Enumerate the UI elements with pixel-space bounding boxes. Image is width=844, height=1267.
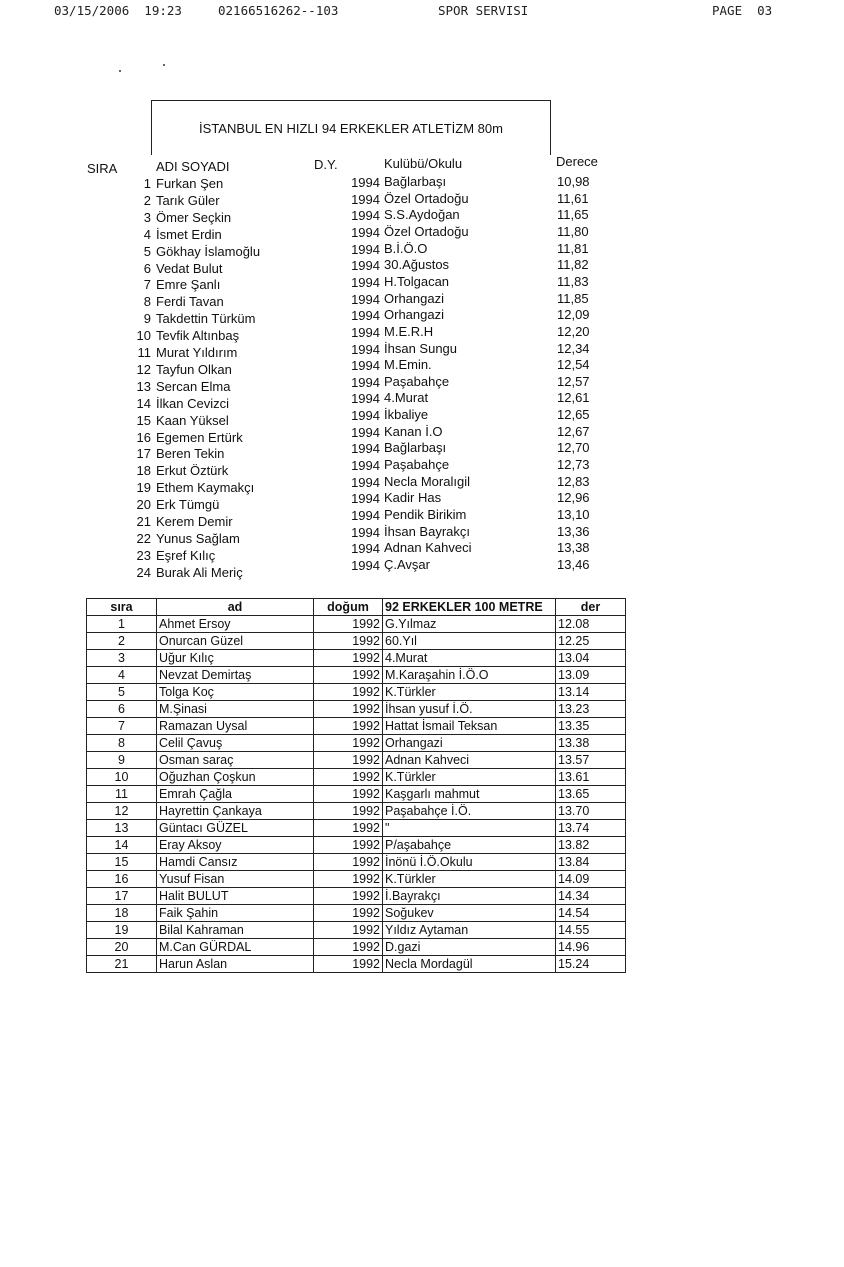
section1-row-birth-year: 1994 — [351, 374, 380, 390]
section1-row-birth-year: 1994 — [351, 408, 380, 424]
section1-row-rank: 6 — [143, 260, 151, 276]
athlete-name-cell: Nevzat Demirtaş — [157, 667, 314, 684]
section1-row-athlete-name: Ömer Seçkin — [156, 209, 232, 225]
section1-row-club-name: Orhangazi — [384, 307, 444, 323]
club-cell: İnönü İ.Ö.Okulu — [383, 854, 556, 871]
table-row — [87, 752, 626, 769]
section1-row-rank: 2 — [143, 192, 151, 208]
score-cell: 13.09 — [556, 667, 626, 684]
section1-row-club-name: Bağlarbaşı — [384, 440, 447, 456]
section1-row-rank: 23 — [136, 547, 151, 563]
birth-year-cell: 1992 — [314, 752, 383, 769]
table-row — [87, 718, 626, 735]
section1-row-birth-year: 1994 — [351, 424, 380, 440]
athlete-name-cell: M.Can GÜRDAL — [157, 939, 314, 956]
section1-row-score: 11,83 — [557, 273, 589, 289]
section1-row-rank: 15 — [136, 412, 151, 428]
section1-row-rank: 14 — [136, 395, 151, 411]
section1-row-club-name: H.Tolgacan — [384, 273, 450, 289]
section1-row-birth-year: 1994 — [351, 474, 380, 490]
table-row — [87, 633, 626, 650]
section1-row-athlete-name: Egemen Ertürk — [156, 429, 243, 445]
club-cell: P/aşabahçe — [383, 837, 556, 854]
club-cell: Yıldız Aytaman — [383, 922, 556, 939]
score-cell: 13.82 — [556, 837, 626, 854]
score-cell: 14.54 — [556, 905, 626, 922]
club-cell: Necla Mordagül — [383, 956, 556, 973]
club-cell: M.Karaşahin İ.Ö.O — [383, 667, 556, 684]
score-cell: 13.61 — [556, 769, 626, 786]
section1-row-rank: 7 — [143, 277, 151, 293]
section1-row-score: 11,61 — [557, 190, 589, 206]
section1-row-rank: 17 — [136, 446, 151, 462]
section1-row-rank: 9 — [143, 311, 151, 327]
athlete-name-cell: Faik Şahin — [157, 905, 314, 922]
athlete-name-cell: Güntacı GÜZEL — [157, 820, 314, 837]
fax-phone: 02166516262--103 — [218, 3, 339, 18]
section1-row-birth-year: 1994 — [351, 274, 380, 290]
section1-row-club-name: Orhangazi — [384, 290, 444, 306]
rank-cell: 16 — [87, 871, 157, 888]
section1-row-club-name: 4.Murat — [384, 390, 429, 406]
club-cell: " — [383, 820, 556, 837]
club-cell: Kaşgarlı mahmut — [383, 786, 556, 803]
section1-row-rank: 3 — [143, 209, 151, 225]
section1-row-rank: 19 — [136, 480, 151, 496]
section1-row-athlete-name: Kerem Demir — [156, 514, 233, 529]
section1-row-rank: 10 — [136, 328, 151, 344]
birth-year-cell: 1992 — [314, 888, 383, 905]
section1-row-club-name: İhsan Bayrakçı — [384, 523, 470, 539]
section1-row-athlete-name: İsmet Erdin — [156, 226, 222, 242]
table-row — [87, 837, 626, 854]
athlete-name-cell: Bilal Kahraman — [157, 922, 314, 939]
club-cell: Orhangazi — [383, 735, 556, 752]
header-sira: sıra — [87, 599, 157, 616]
section1-row-score: 12,73 — [557, 457, 590, 473]
athlete-name-cell: Uğur Kılıç — [157, 650, 314, 667]
header-der: der — [556, 599, 626, 616]
section1-title-box — [151, 100, 551, 155]
section1-row-athlete-name: Burak Ali Meriç — [156, 564, 243, 580]
club-cell: Hattat İsmail Teksan — [383, 718, 556, 735]
section1-title: İSTANBUL EN HIZLI 94 ERKEKLER ATLETİZM 80m — [199, 121, 503, 136]
rank-cell: 1 — [87, 616, 157, 633]
section1-row-club-name: M.Emin. — [384, 357, 432, 373]
score-cell: 13.70 — [556, 803, 626, 820]
birth-year-cell: 1992 — [314, 837, 383, 854]
club-cell: İ.Bayrakçı — [383, 888, 556, 905]
section1-row-rank: 1 — [143, 176, 151, 191]
rank-cell: 14 — [87, 837, 157, 854]
rank-cell: 10 — [87, 769, 157, 786]
rank-cell: 11 — [87, 786, 157, 803]
section1-row-birth-year: 1994 — [351, 241, 380, 257]
athlete-name-cell: Yusuf Fisan — [157, 871, 314, 888]
section1-row-score: 13,38 — [557, 540, 590, 556]
section1-row-birth-year: 1994 — [351, 524, 380, 540]
section1-row-rank: 21 — [136, 514, 151, 529]
fax-page-number: PAGE 03 — [712, 3, 773, 18]
table-row — [87, 684, 626, 701]
section1-row-score: 12,34 — [557, 340, 590, 356]
section1-row-score: 12,54 — [557, 357, 590, 373]
athlete-name-cell: Celil Çavuş — [157, 735, 314, 752]
section1-row-athlete-name: Eşref Kılıç — [156, 547, 216, 563]
section1-row-athlete-name: Emre Şanlı — [156, 277, 221, 293]
section1-row-club-name: Pendik Birikim — [384, 507, 467, 522]
section1-row-birth-year: 1994 — [351, 191, 380, 207]
section1-row-birth-year: 1994 — [351, 491, 380, 507]
section1-row-rank: 4 — [143, 226, 151, 242]
club-cell: Paşabahçe İ.Ö. — [383, 803, 556, 820]
section1-row-score: 11,85 — [557, 290, 589, 306]
section1-row-club-name: Necla Moralıgil — [384, 473, 470, 489]
rank-cell: 12 — [87, 803, 157, 820]
section1-row-score: 12,70 — [557, 440, 590, 456]
rank-cell: 3 — [87, 650, 157, 667]
section1-row-club-name: Ç.Avşar — [384, 556, 430, 572]
section1-row-rank: 18 — [136, 463, 151, 479]
section1-row-club-name: S.S.Aydoğan — [384, 207, 460, 223]
athlete-name-cell: Harun Aslan — [157, 956, 314, 973]
section1-row-score: 11,80 — [557, 223, 589, 239]
score-cell: 12.25 — [556, 633, 626, 650]
section1-row-birth-year: 1994 — [351, 341, 380, 357]
section1-row-birth-year: 1994 — [351, 258, 380, 274]
section1-row-athlete-name: Kaan Yüksel — [156, 412, 229, 428]
club-cell: D.gazi — [383, 939, 556, 956]
rank-cell: 17 — [87, 888, 157, 905]
score-cell: 14.09 — [556, 871, 626, 888]
rank-cell: 20 — [87, 939, 157, 956]
club-cell: Adnan Kahveci — [383, 752, 556, 769]
table-row — [87, 939, 626, 956]
birth-year-cell: 1992 — [314, 650, 383, 667]
section1-row-club-name: Kanan İ.O — [384, 423, 443, 439]
section1-row-athlete-name: Yunus Sağlam — [156, 530, 240, 546]
rank-cell: 9 — [87, 752, 157, 769]
section1-row-club-name: Paşabahçe — [384, 373, 450, 389]
section1-row-club-name: M.E.R.H — [384, 323, 434, 339]
birth-year-cell: 1992 — [314, 786, 383, 803]
table-row — [87, 769, 626, 786]
section1-row-club-name: Özel Ortadoğu — [384, 223, 469, 239]
club-cell: G.Yılmaz — [383, 616, 556, 633]
header-dogum: doğum — [314, 599, 383, 616]
section1-row-score: 12,65 — [557, 407, 590, 423]
section1-row-score: 12,57 — [557, 373, 590, 389]
section1-row-club-name: Adnan Kahveci — [384, 540, 472, 556]
section1-row-club-name: 30.Ağustos — [384, 257, 450, 273]
score-cell: 13.23 — [556, 701, 626, 718]
birth-year-cell: 1992 — [314, 701, 383, 718]
section1-row-birth-year: 1994 — [351, 458, 380, 474]
birth-year-cell: 1992 — [314, 905, 383, 922]
section1-row-rank: 5 — [143, 243, 151, 259]
section1-row-club-name: İkbaliye — [384, 407, 429, 423]
score-cell: 13.57 — [556, 752, 626, 769]
score-cell: 13.38 — [556, 735, 626, 752]
section1-row-athlete-name: Beren Tekin — [156, 446, 225, 462]
birth-year-cell: 1992 — [314, 820, 383, 837]
section1-row-score: 11,65 — [557, 207, 589, 223]
rank-cell: 15 — [87, 854, 157, 871]
birth-year-cell: 1992 — [314, 735, 383, 752]
rank-cell: 18 — [87, 905, 157, 922]
table-row — [87, 616, 626, 633]
section1-row-athlete-name: Ferdi Tavan — [156, 294, 224, 310]
section1-row-score: 13,10 — [557, 507, 590, 522]
scan-speck — [163, 64, 165, 66]
section1-row-birth-year: 1994 — [351, 391, 380, 407]
score-cell: 14.55 — [556, 922, 626, 939]
table-row — [87, 871, 626, 888]
section1-row-athlete-name: Erk Tümgü — [156, 497, 220, 513]
section1-row-birth-year: 1994 — [351, 175, 380, 190]
section1-row-rank: 8 — [143, 294, 151, 310]
section1-row-athlete-name: Tayfun Olkan — [156, 361, 232, 377]
section1-row-club-name: İhsan Sungu — [384, 340, 458, 356]
section1-row-birth-year: 1994 — [351, 557, 380, 573]
score-cell: 13.04 — [556, 650, 626, 667]
section1-row-birth-year: 1994 — [351, 541, 380, 557]
table-row — [87, 786, 626, 803]
section1-row-rank: 16 — [136, 429, 151, 445]
section1-row-score: 12,61 — [557, 390, 590, 406]
table-row — [87, 701, 626, 718]
section1-header-dy: D.Y. — [314, 157, 338, 172]
section1-row-score: 12,83 — [557, 473, 590, 489]
table-row — [87, 735, 626, 752]
section2-results-table — [86, 598, 626, 973]
club-cell: 60.Yıl — [383, 633, 556, 650]
athlete-name-cell: Ahmet Ersoy — [157, 616, 314, 633]
section1-row-athlete-name: Erkut Öztürk — [156, 463, 229, 479]
club-cell: İhsan yusuf İ.Ö. — [383, 701, 556, 718]
rank-cell: 5 — [87, 684, 157, 701]
section1-row-club-name: Kadir Has — [384, 490, 442, 506]
section1-row-birth-year: 1994 — [351, 208, 380, 224]
table-row — [87, 956, 626, 973]
athlete-name-cell: Hamdi Cansız — [157, 854, 314, 871]
section1-row-birth-year: 1994 — [351, 441, 380, 457]
athlete-name-cell: Eray Aksoy — [157, 837, 314, 854]
section1-row-score: 12,09 — [557, 307, 590, 323]
fax-datetime: 03/15/2006 19:23 — [54, 3, 182, 18]
birth-year-cell: 1992 — [314, 718, 383, 735]
athlete-name-cell: Ramazan Uysal — [157, 718, 314, 735]
table-row — [87, 888, 626, 905]
athlete-name-cell: Oğuzhan Çoşkun — [157, 769, 314, 786]
section1-header-name: ADI SOYADI — [156, 159, 230, 174]
section1-row-birth-year: 1994 — [351, 358, 380, 374]
rank-cell: 4 — [87, 667, 157, 684]
section1-row-club-name: Paşabahçe — [384, 457, 450, 473]
score-cell: 13.35 — [556, 718, 626, 735]
section1-row-rank: 22 — [136, 530, 151, 546]
section1-row-score: 12,96 — [557, 490, 590, 506]
section1-header-score: Derece — [556, 154, 598, 169]
section1-row-athlete-name: Tarık Güler — [156, 192, 220, 208]
birth-year-cell: 1992 — [314, 769, 383, 786]
section1-row-athlete-name: Vedat Bulut — [156, 260, 223, 276]
table-header-row — [87, 599, 626, 616]
fax-department: SPOR SERVISI — [438, 3, 529, 18]
birth-year-cell: 1992 — [314, 616, 383, 633]
athlete-name-cell: Hayrettin Çankaya — [157, 803, 314, 820]
birth-year-cell: 1992 — [314, 871, 383, 888]
club-cell: K.Türkler — [383, 871, 556, 888]
rank-cell: 19 — [87, 922, 157, 939]
section1-row-score: 13,36 — [557, 523, 590, 539]
rank-cell: 6 — [87, 701, 157, 718]
section1-header-club: Kulübü/Okulu — [384, 156, 463, 171]
athlete-name-cell: Emrah Çağla — [157, 786, 314, 803]
athlete-name-cell: Onurcan Güzel — [157, 633, 314, 650]
section1-row-birth-year: 1994 — [351, 291, 380, 307]
section1-header-sira: SIRA — [87, 161, 118, 176]
section1-row-score: 12,67 — [557, 423, 590, 439]
club-cell: K.Türkler — [383, 769, 556, 786]
section1-row-athlete-name: Ethem Kaymakçı — [156, 480, 255, 496]
score-cell: 15.24 — [556, 956, 626, 973]
score-cell: 14.96 — [556, 939, 626, 956]
section1-row-athlete-name: İlkan Cevizci — [156, 395, 229, 411]
rank-cell: 8 — [87, 735, 157, 752]
section1-row-birth-year: 1994 — [351, 324, 380, 340]
score-cell: 12.08 — [556, 616, 626, 633]
section1-row-club-name: Özel Ortadoğu — [384, 190, 469, 206]
table-row — [87, 803, 626, 820]
section1-row-athlete-name: Takdettin Türküm — [156, 311, 256, 327]
section1-row-rank: 13 — [136, 378, 151, 394]
birth-year-cell: 1992 — [314, 956, 383, 973]
section1-row-athlete-name: Gökhay İslamoğlu — [156, 243, 261, 259]
club-cell: K.Türkler — [383, 684, 556, 701]
section1-row-birth-year: 1994 — [351, 308, 380, 324]
section1-row-score: 10,98 — [557, 174, 590, 189]
section1-row-birth-year: 1994 — [351, 224, 380, 240]
section2-title: 92 ERKEKLER 100 METRE — [383, 599, 556, 616]
athlete-name-cell: Halit BULUT — [157, 888, 314, 905]
birth-year-cell: 1992 — [314, 922, 383, 939]
table-row — [87, 905, 626, 922]
athlete-name-cell: M.Şinasi — [157, 701, 314, 718]
birth-year-cell: 1992 — [314, 633, 383, 650]
rank-cell: 7 — [87, 718, 157, 735]
score-cell: 13.84 — [556, 854, 626, 871]
table-row — [87, 667, 626, 684]
score-cell: 13.74 — [556, 820, 626, 837]
table-row — [87, 854, 626, 871]
scan-speck — [119, 70, 121, 72]
section1-row-birth-year: 1994 — [351, 508, 380, 523]
section1-row-rank: 11 — [137, 345, 151, 360]
section1-row-rank: 20 — [136, 497, 151, 513]
score-cell: 14.34 — [556, 888, 626, 905]
table-row — [87, 922, 626, 939]
section1-row-athlete-name: Murat Yıldırım — [156, 345, 238, 360]
birth-year-cell: 1992 — [314, 803, 383, 820]
rank-cell: 2 — [87, 633, 157, 650]
section1-row-athlete-name: Sercan Elma — [156, 378, 231, 394]
birth-year-cell: 1992 — [314, 684, 383, 701]
section1-row-rank: 24 — [136, 564, 151, 580]
club-cell: Soğukev — [383, 905, 556, 922]
section1-row-club-name: B.İ.Ö.O — [384, 240, 428, 256]
section1-row-athlete-name: Tevfik Altınbaş — [156, 328, 240, 344]
section1-row-rank: 12 — [136, 361, 151, 377]
athlete-name-cell: Osman saraç — [157, 752, 314, 769]
section1-row-score: 13,46 — [557, 556, 590, 572]
section1-row-athlete-name: Furkan Şen — [156, 176, 224, 191]
score-cell: 13.14 — [556, 684, 626, 701]
header-ad: ad — [157, 599, 314, 616]
section1-row-score: 11,81 — [557, 240, 589, 256]
rank-cell: 13 — [87, 820, 157, 837]
score-cell: 13.65 — [556, 786, 626, 803]
club-cell: 4.Murat — [383, 650, 556, 667]
section1-row-score: 12,20 — [557, 323, 590, 339]
section1-row-club-name: Bağlarbaşı — [384, 174, 447, 189]
athlete-name-cell: Tolga Koç — [157, 684, 314, 701]
table-row — [87, 820, 626, 837]
birth-year-cell: 1992 — [314, 667, 383, 684]
birth-year-cell: 1992 — [314, 939, 383, 956]
table-row — [87, 650, 626, 667]
section1-row-score: 11,82 — [557, 257, 589, 273]
rank-cell: 21 — [87, 956, 157, 973]
birth-year-cell: 1992 — [314, 854, 383, 871]
